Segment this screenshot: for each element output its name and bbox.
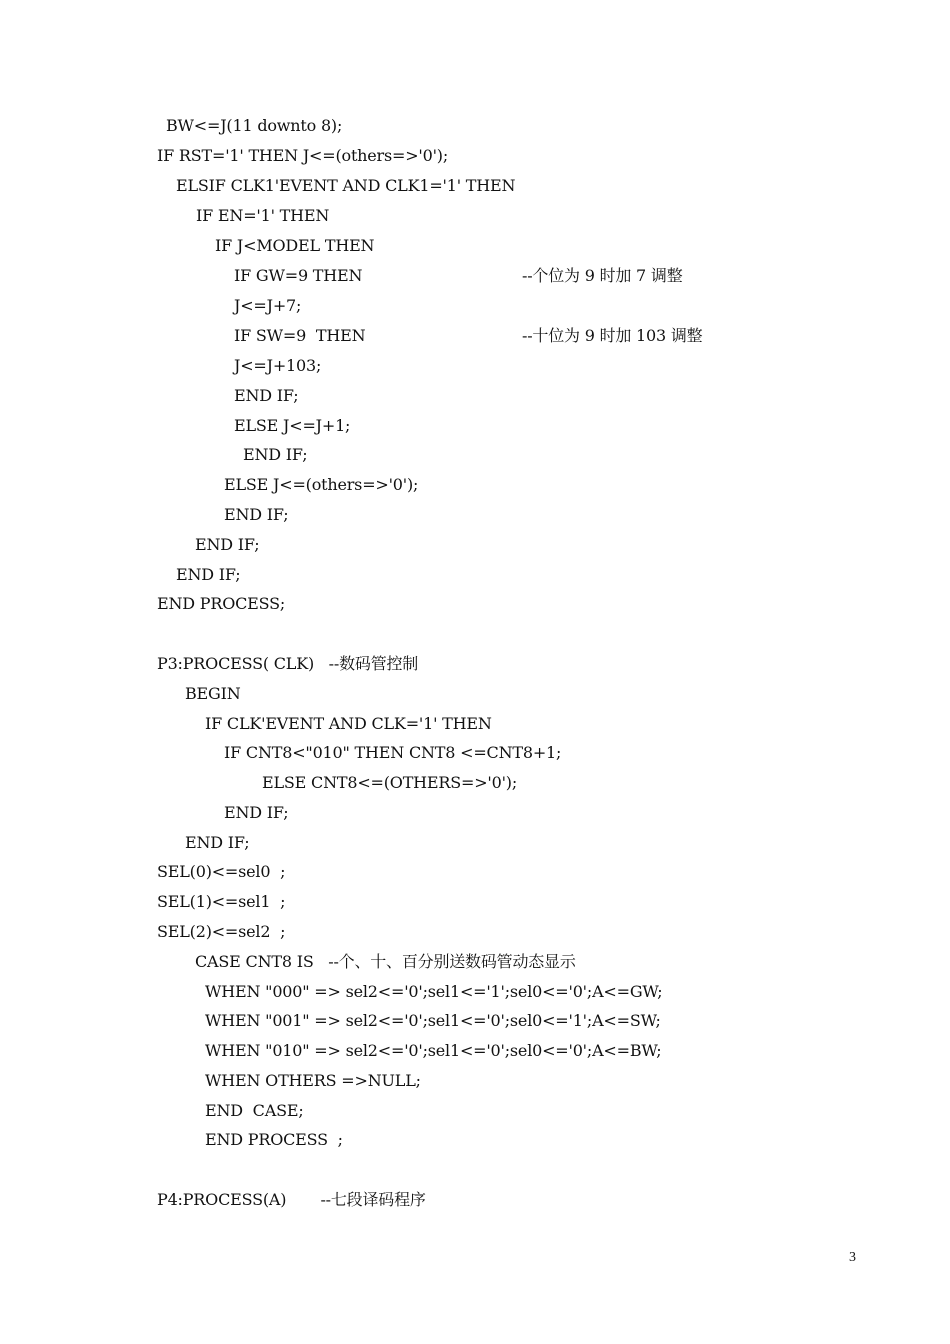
- code-line: WHEN "010" => sel2<='0';sel1<='0';sel0<='0';A<=BW;: [205, 1041, 662, 1060]
- code-line: END IF;: [243, 445, 308, 464]
- code-line: ELSE J<=(others=>'0');: [224, 475, 419, 494]
- code-line: IF RST='1' THEN J<=(others=>'0');: [157, 146, 449, 165]
- code-line: END PROCESS ;: [205, 1130, 343, 1149]
- code-line: SEL(1)<=sel1 ;: [157, 892, 286, 911]
- code-line: IF CNT8<"010" THEN CNT8 <=CNT8+1;: [224, 743, 562, 762]
- code-line: END IF;: [224, 803, 289, 822]
- code-line: IF SW=9 THEN: [234, 326, 366, 345]
- code-line: END IF;: [185, 833, 250, 852]
- code-line: END IF;: [176, 565, 241, 584]
- code-line: SEL(2)<=sel2 ;: [157, 922, 286, 941]
- code-line: END CASE;: [205, 1101, 304, 1120]
- code-line: BEGIN: [185, 684, 241, 703]
- code-line: END IF;: [234, 386, 299, 405]
- code-line: P4:PROCESS(A) --七段译码程序: [157, 1190, 426, 1209]
- code-line: WHEN "000" => sel2<='0';sel1<='1';sel0<='0';A<=GW;: [205, 982, 663, 1001]
- code-line: BW<=J(11 downto 8);: [166, 116, 343, 135]
- code-line: WHEN OTHERS =>NULL;: [205, 1071, 421, 1090]
- code-line: CASE CNT8 IS --个、十、百分别送数码管动态显示: [195, 952, 576, 971]
- code-line: P3:PROCESS( CLK) --数码管控制: [157, 654, 419, 673]
- code-line: J<=J+103;: [234, 356, 322, 375]
- code-line: WHEN "001" => sel2<='0';sel1<='0';sel0<='1';A<=SW;: [205, 1011, 661, 1030]
- page-number: 3: [849, 1250, 856, 1265]
- code-line: END IF;: [224, 505, 289, 524]
- code-line: SEL(0)<=sel0 ;: [157, 862, 286, 881]
- code-line: IF J<MODEL THEN: [215, 236, 375, 255]
- code-line: END IF;: [195, 535, 260, 554]
- code-line: ELSIF CLK1'EVENT AND CLK1='1' THEN: [176, 176, 516, 195]
- code-line: IF EN='1' THEN: [196, 206, 330, 225]
- code-comment: --个位为 9 时加 7 调整: [522, 266, 683, 285]
- code-line: IF GW=9 THEN: [234, 266, 363, 285]
- code-comment: --十位为 9 时加 103 调整: [522, 326, 703, 345]
- code-line: IF CLK'EVENT AND CLK='1' THEN: [205, 714, 492, 733]
- code-line: ELSE CNT8<=(OTHERS=>'0');: [262, 773, 518, 792]
- code-line: END PROCESS;: [157, 594, 286, 613]
- code-line: ELSE J<=J+1;: [234, 416, 351, 435]
- code-line: J<=J+7;: [234, 296, 302, 315]
